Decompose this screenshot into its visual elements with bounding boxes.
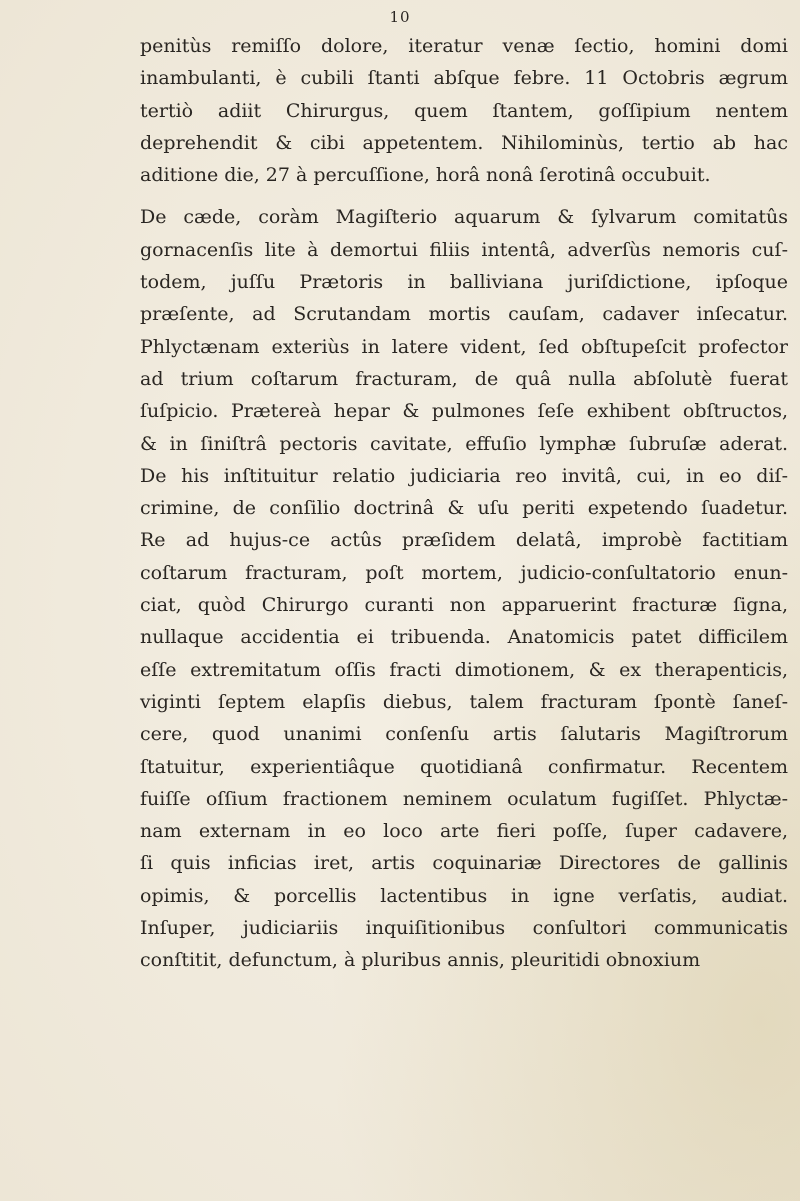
text-line: cere, quod unanimi conſenſu artis ſalutaris Magiſtrorum [140,723,788,746]
text-line: De cæde, coràm Magiſterio aquarum & ſylvarum comitatûs [140,206,788,229]
text-line: crimine, de conſilio doctrinâ & uſu periti expetendo ſuadetur. [140,497,788,520]
paragraph [140,201,788,976]
text-line: fuiſſe oſſium fractionem neminem oculatum fugiſſet. Phlyctæ- [140,787,788,810]
text-line: nullaque accidentia ei tribuenda. Anatomicis patet difficilem [140,626,788,649]
text-line: deprehendit & cibi appetentem. Nihilominùs, tertio ab hac [140,131,788,154]
text-line: gornacenſis lite à demortui filiis intentâ, adverſùs nemoris cuſ- [140,238,788,261]
text-line: Inſuper, judiciariis inquiſitionibus conſultori communicatis [140,917,788,940]
text-line: Re ad hujus-ce actûs præſidem delatâ, improbè factitiam [140,529,788,552]
text-line: ſi quis inficias iret, artis coquinariæ Directores de gallinis [140,852,788,875]
text-line: ſtatuitur, experientiâque quotidianâ confirmatur. Recentem [140,755,788,778]
paragraph [140,30,788,191]
text-line: eſſe extremitatum oſſis fracti dimotionem, & ex therapenticis, [140,658,788,681]
text-line: ciat, quòd Chirurgo curanti non apparuerint fracturæ ſigna, [140,594,788,617]
text-line: & in ſiniſtrâ pectoris cavitate, effuſio lymphæ ſubruſæ aderat. [140,432,788,455]
text-line: tertiò adiit Chirurgus, quem ſtantem, goſſipium nentem [140,99,788,122]
text-line: Phlyctænam exteriùs in latere vident, ſed obſtupeſcit profector [140,335,788,358]
text-line: inambulanti, è cubili ſtanti abſque febre. 11 Octobris ægrum [140,67,788,90]
text-line: ſuſpicio. Prætereà hepar & pulmones ſeſe exhibent obſtructos, [140,400,788,423]
page-number: 10 [389,8,411,26]
text-line: penitùs remiſſo dolore, iteratur venæ ſectio, homini domi [140,35,788,57]
text-line: coſtarum fracturam, poſt mortem, judicio-conſultatorio enun- [140,561,788,584]
text-line: nam externam in eo loco arte fieri poſſe, ſuper cadavere, [140,820,788,843]
text-line: ad trium coſtarum fracturam, de quâ nulla abſolutè fuerat [140,367,788,390]
body-text [140,30,788,977]
text-line: opimis, & porcellis lactentibus in igne verſatis, audiat. [140,884,788,907]
text-line: aditione die, 27 à percuſſione, horâ nonâ ſerotinâ occubuit. [140,164,711,187]
text-line: todem, juſſu Prætoris in balliviana juriſdictione, ipſoque [140,271,788,294]
text-line: viginti ſeptem elapſis diebus, talem fracturam ſpontè ſaneſ- [140,690,788,713]
text-line: De his inſtituitur relatio judiciaria reo invitâ, cui, in eo diſ- [140,464,788,487]
text-line: præſente, ad Scrutandam mortis cauſam, cadaver inſecatur. [140,303,788,326]
text-line: conſtitit, defunctum, à pluribus annis, pleuritidi obnoxium [140,949,701,972]
